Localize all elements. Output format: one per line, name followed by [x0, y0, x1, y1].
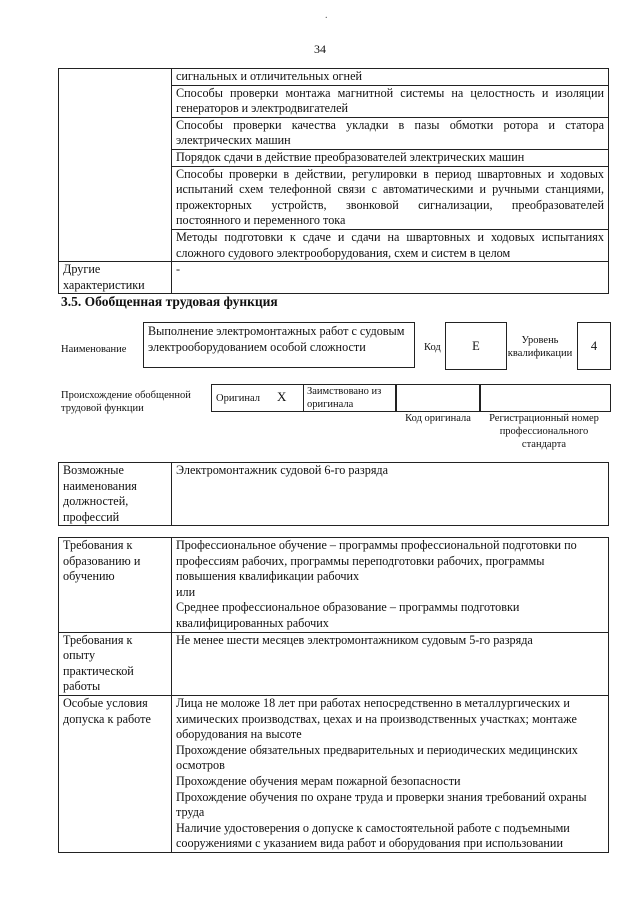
table-row	[59, 632, 609, 695]
name-label: Наименование	[61, 344, 127, 355]
empty-label-cell	[59, 69, 172, 262]
function-name: Выполнение электромонтажных работ с судовым электрооборудованием особой сложности	[143, 322, 415, 368]
education-label: Требования к образованию и обучению	[59, 538, 172, 633]
divider	[303, 384, 304, 411]
admission-value	[172, 695, 609, 852]
original-code-caption: Код оригинала	[405, 413, 471, 424]
original-code-box	[395, 384, 481, 412]
other-characteristics-value: -	[172, 262, 609, 294]
table-row	[59, 463, 609, 526]
original-label: Оригинал	[216, 393, 260, 404]
table-cell: Порядок сдачи в действие преобразователей электрических машин	[172, 149, 609, 166]
admission-line: Наличие удостоверения о допуске к самостоятельной работе с подъемными сооружениями с указанием вида работ и оборудования при использовании	[176, 820, 570, 851]
table-row	[59, 538, 609, 633]
education-line: или	[176, 584, 196, 599]
experience-label: Требования к опыту практической работы	[59, 632, 172, 695]
table-row	[59, 69, 609, 86]
admission-line: Лица не моложе 18 лет при работах непосредственно в металлургических и химических производствах, цехах и на производственных участках; монтаже оборудования на высоте	[176, 695, 577, 742]
table-cell: Методы подготовки к сдаче и сдачи на швартовных и ходовых испытаниях сложного судового электрооборудования, схем и систем в целом	[172, 229, 609, 261]
reg-number-box	[479, 384, 611, 412]
education-line: Профессиональное обучение – программы профессиональной подготовки по профессиям рабочих, программы переподготовки рабочих, программы повышения квалификации рабочих	[176, 538, 577, 584]
admission-line: Прохождение обучения мерам пожарной безопасности	[176, 773, 461, 788]
positions-table	[58, 462, 609, 526]
experience-value: Не менее шести месяцев электромонтажником судовым 5-го разряда	[172, 632, 609, 695]
admission-line: Прохождение обучения по охране труда и проверки знания требований охраны труда	[176, 789, 587, 820]
admission-label: Особые условия допуска к работе	[59, 695, 172, 852]
origin-label: Происхождение обобщенной трудовой функции	[61, 390, 191, 414]
table-cell: Способы проверки в действии, регулировки в период швартовных и ходовых испытаний схем телефонной связи с автоматическими и ручными станциями, прожекторных устройств, звонковой сигнализации, преобразователей постоянного и переменного тока	[172, 166, 609, 229]
code-label: Код	[424, 342, 441, 353]
table-cell: Способы проверки монтажа магнитной системы на целостность и изоляции генераторов и электродвигателей	[172, 85, 609, 117]
table-row	[59, 262, 609, 294]
positions-value: Электромонтажник судовой 6-го разряда	[172, 463, 609, 526]
admission-line: Прохождение обязательных предварительных и периодических медицинских осмотров	[176, 742, 578, 773]
top-mark: .	[325, 10, 328, 21]
requirements-table	[58, 537, 609, 853]
table-cell: Способы проверки качества укладки в пазы обмотки ротора и статора электрических машин	[172, 117, 609, 149]
borrowed-label: Заимствовано из оригинала	[307, 386, 382, 410]
table-cell: сигнальных и отличительных огней	[172, 69, 609, 86]
section-title: 3.5. Обобщенная трудовая функция	[61, 294, 278, 309]
positions-label: Возможные наименования должностей, профессий	[59, 463, 172, 526]
level-value: 4	[577, 322, 611, 370]
education-line: Среднее профессиональное образование – программы подготовки квалифицированных рабочих	[176, 600, 520, 630]
page-number: 34	[314, 42, 326, 56]
reg-number-caption: Регистрационный номер профессионального стандарта	[489, 413, 599, 450]
original-mark: X	[277, 389, 287, 404]
code-value: E	[445, 322, 507, 370]
level-label: Уровень квалификации	[507, 335, 573, 359]
other-characteristics-label: Другие характеристики	[59, 262, 172, 294]
education-value	[172, 538, 609, 633]
table-row	[59, 695, 609, 852]
prev-section-table	[58, 68, 609, 294]
